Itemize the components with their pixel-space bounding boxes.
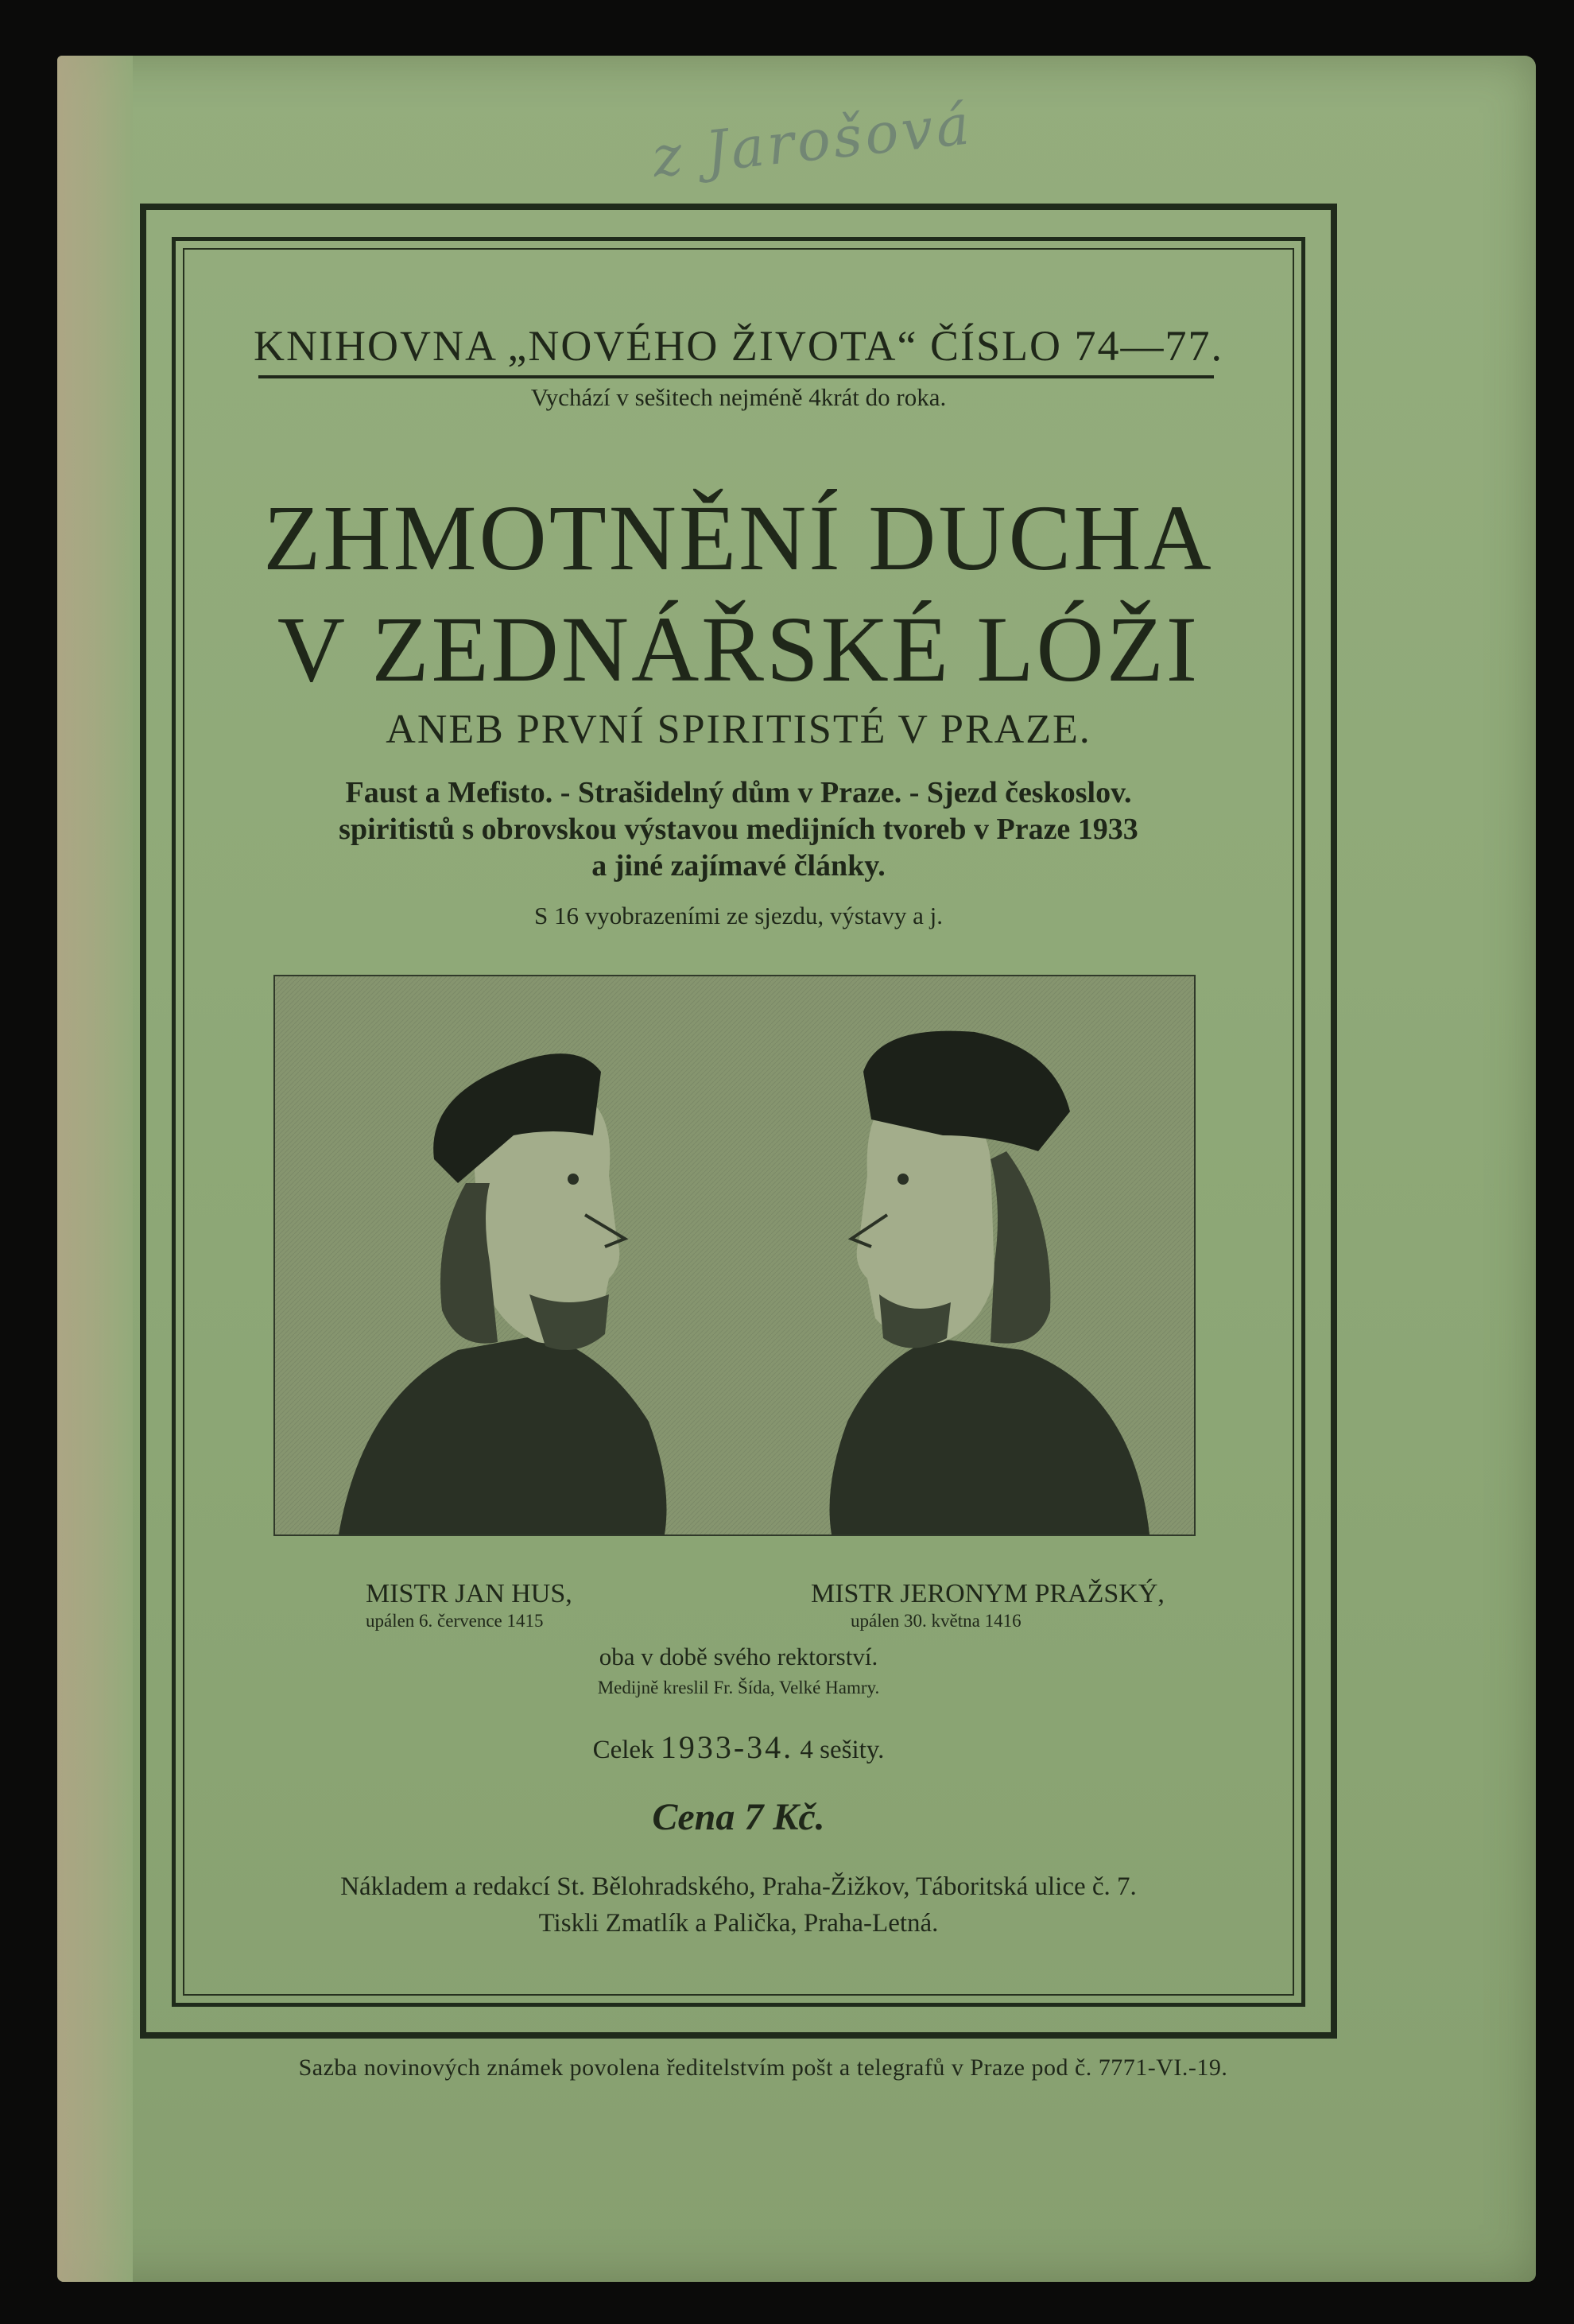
library-series-line: KNIHOVNA „NOVÉHO ŽIVOTA“ ČÍSLO 74—77. [253,322,1224,370]
illustrations-note: S 16 vyobrazeními ze sjezdu, výstavy a j. [534,902,943,929]
caption-left-name: MISTR JAN HUS, [366,1579,572,1608]
contents-line-1: Faust a Mefisto. - Strašidelný dům v Praze. - Sjezd českoslov. [345,776,1132,809]
caption-both-rectors: oba v době svého rektorství. [599,1643,878,1670]
title-line-1: ZHMOTNĚNÍ DUCHA [263,486,1214,590]
library-underline [258,375,1214,378]
contents-line-3: a jiné zajímavé články. [591,849,886,883]
caption-right-name: MISTR JERONYM PRAŽSKÝ, [811,1579,1165,1608]
postal-permit-note: Sazba novinových známek povolena ředitelstvím pošt a telegrafů v Praze pod č. 7771-VI.-19. [298,2054,1228,2081]
publisher-line-1: Nákladem a redakcí St. Bělohradského, Praha-Žižkov, Táboritská ulice č. 7. [340,1872,1137,1901]
portrait-illustration [273,975,1196,1536]
price: Cena 7 Kč. [652,1796,825,1838]
contents-line-2: spiritistů s obrovskou výstavou medijních tvoreb v Praze 1933 [339,813,1138,846]
volume-years: 1933-34. [660,1729,794,1765]
publisher-line-2: Tiskli Zmatlík a Palička, Praha-Letná. [538,1909,939,1938]
contents-summary [183,774,1294,884]
volume-prefix: Celek [592,1736,654,1764]
worn-spine-edge [57,56,133,2282]
volume-info [183,1728,1294,1766]
handwritten-note: z Jarošová [649,91,975,190]
publisher-info [183,1868,1294,1942]
publication-frequency: Vychází v sešitech nejméně 4krát do roka. [530,383,947,411]
title-line-2: V ZEDNÁŘSKÉ LÓŽI [277,597,1200,701]
portrait-drawing [275,976,1194,1534]
caption-drawn-by: Medijně kreslil Fr. Šída, Velké Hamry. [597,1678,880,1697]
caption-left-date: upálen 6. července 1415 [366,1611,544,1631]
volume-suffix: 4 sešity. [800,1736,885,1764]
caption-right-date: upálen 30. května 1416 [851,1611,1022,1631]
subtitle: ANEB PRVNÍ SPIRITISTÉ V PRAZE. [386,707,1091,752]
